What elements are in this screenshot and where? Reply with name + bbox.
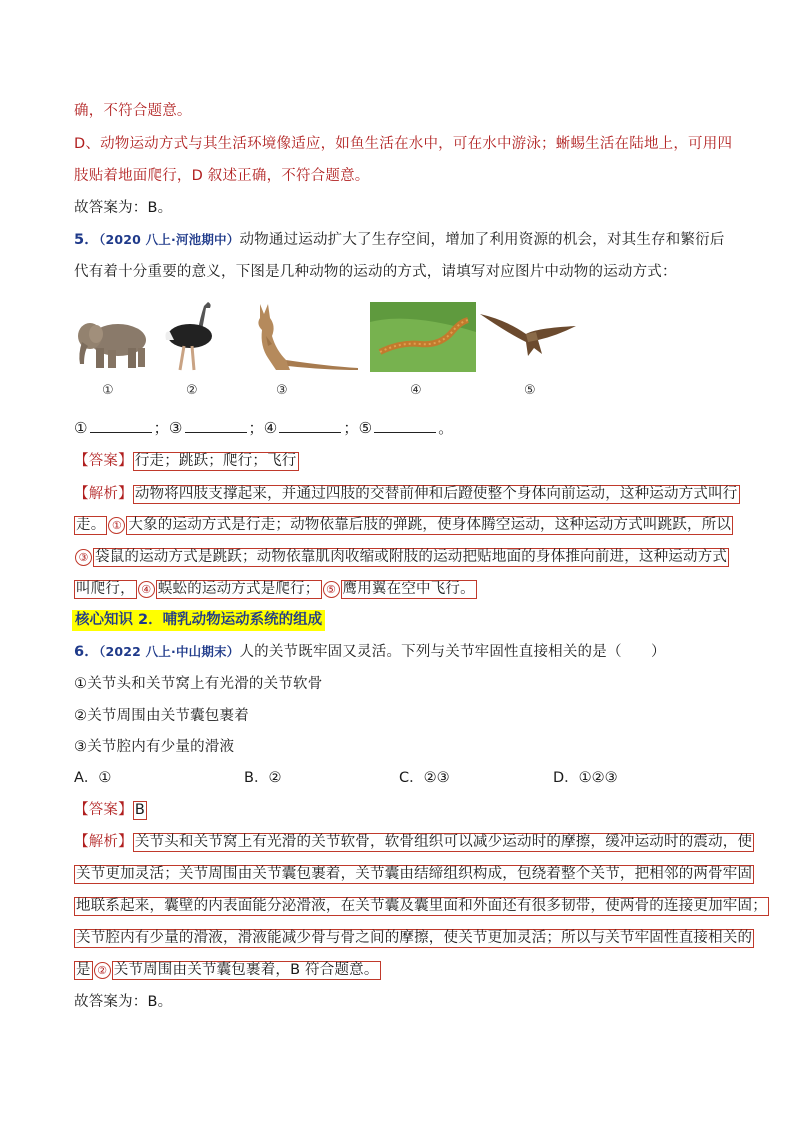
analysis-text: 关节更加灵活；关节周围由关节囊包裹着，关节囊由结缔组织构成，包绕着整个关节，把相邻的两骨牢固 bbox=[76, 866, 753, 882]
question-number: 5． bbox=[74, 232, 99, 248]
answer-text: B bbox=[134, 802, 145, 818]
analysis-line bbox=[74, 832, 754, 852]
answer-tag: 【答案】 bbox=[74, 802, 133, 818]
figure-caption: ④ bbox=[410, 383, 422, 398]
question-5-line1 bbox=[74, 230, 725, 250]
answer-line bbox=[74, 451, 299, 471]
analysis-text: 动物将四肢支撑起来，并通过四肢的交替前伸和后蹬使整个身体向前运动，这种运动方式叫行 bbox=[134, 486, 738, 502]
analysis-line bbox=[74, 484, 740, 504]
circled-number: ④ bbox=[138, 581, 155, 598]
blank-field[interactable] bbox=[374, 420, 436, 433]
question-6-line bbox=[74, 642, 666, 662]
circled-number: ② bbox=[94, 962, 111, 979]
text-line: 故答案为：B。 bbox=[74, 200, 173, 216]
centipede-image bbox=[370, 302, 476, 372]
text-line: 故答案为：B。 bbox=[74, 994, 173, 1010]
analysis-text: 走。 bbox=[76, 517, 106, 533]
statement: ②关节周围由关节囊包裹着 bbox=[74, 708, 249, 724]
eagle-image bbox=[476, 306, 586, 366]
option-d[interactable]: D．①②③ bbox=[553, 770, 618, 786]
circled-number: ⑤ bbox=[323, 581, 340, 598]
blank-label: ；③ bbox=[153, 419, 183, 437]
figure-caption: ⑤ bbox=[524, 383, 536, 398]
figure-caption: ③ bbox=[276, 383, 288, 398]
question-text: 动物通过运动扩大了生存空间，增加了利用资源的机会，对其生存和繁衍后 bbox=[239, 232, 725, 248]
blank-label: ；④ bbox=[248, 419, 278, 437]
analysis-text: 鹰用翼在空中飞行。 bbox=[342, 581, 475, 597]
option-b[interactable]: B．② bbox=[244, 770, 282, 786]
analysis-text: 叫爬行， bbox=[76, 581, 135, 597]
question-source: （2022 八上·中山期末） bbox=[99, 644, 240, 659]
figure-caption: ② bbox=[186, 383, 198, 398]
analysis-line bbox=[74, 928, 754, 948]
analysis-tag: 【解析】 bbox=[74, 834, 133, 850]
option-c[interactable]: C．②③ bbox=[399, 770, 450, 786]
kangaroo-image bbox=[246, 300, 362, 374]
blank-label: ① bbox=[74, 419, 88, 437]
analysis-text: 是 bbox=[76, 962, 91, 978]
analysis-text: 袋鼠的运动方式是跳跃；动物依靠肌肉收缩或附肢的运动把贴地面的身体推向前进，这种运动方式 bbox=[95, 549, 728, 565]
analysis-line bbox=[74, 960, 381, 980]
text-line: 肢贴着地面爬行，D 叙述正确，不符合题意。 bbox=[74, 168, 370, 184]
analysis-text: 蜈蚣的运动方式是爬行； bbox=[157, 581, 320, 597]
analysis-line bbox=[74, 579, 477, 599]
blank-field[interactable] bbox=[185, 420, 247, 433]
blank-label: ；⑤ bbox=[343, 419, 373, 437]
answer-tag: 【答案】 bbox=[74, 453, 133, 469]
answer-line bbox=[74, 800, 147, 820]
option-a[interactable]: A．① bbox=[74, 770, 112, 786]
text-line: 确，不符合题意。 bbox=[74, 103, 192, 119]
analysis-line bbox=[74, 896, 769, 916]
analysis-line bbox=[74, 864, 754, 884]
ostrich-image bbox=[160, 300, 216, 372]
analysis-text: 地联系起来，囊壁的内表面能分泌滑液，在关节囊及囊里面和外面还有很多韧带，使两骨的连接更加牢固； bbox=[76, 898, 767, 914]
section-heading: 核心知识 2．哺乳动物运动系统的组成 bbox=[72, 610, 325, 631]
statement: ③关节腔内有少量的滑液 bbox=[74, 739, 235, 755]
elephant-image bbox=[74, 318, 156, 370]
figure-caption: ① bbox=[102, 383, 114, 398]
text-line: D、动物运动方式与其生活环境像适应，如鱼生活在水中，可在水中游泳；蜥蜴生活在陆地上，可用四 bbox=[74, 136, 733, 152]
analysis-text: 大象的运动方式是行走；动物依靠后肢的弹跳，使身体腾空运动，这种运动方式叫跳跃，所以 bbox=[128, 517, 732, 533]
analysis-line bbox=[74, 547, 729, 567]
circled-number: ① bbox=[108, 517, 125, 534]
analysis-line bbox=[74, 515, 733, 535]
analysis-text: 关节腔内有少量的滑液，滑液能减少骨与骨之间的摩擦，使关节更加灵活；所以与关节牢固性直接相关的 bbox=[76, 930, 753, 946]
fill-blank-line bbox=[74, 418, 453, 438]
question-text: 人的关节既牢固又灵活。下列与关节牢固性直接相关的是（ ） bbox=[239, 644, 666, 660]
statement: ①关节头和关节窝上有光滑的关节软骨 bbox=[74, 676, 323, 692]
question-number: 6． bbox=[74, 644, 99, 660]
circled-number: ③ bbox=[75, 549, 92, 566]
question-text: 代有着十分重要的意义，下图是几种动物的运动的方式，请填写对应图片中动物的运动方式： bbox=[74, 264, 677, 280]
blank-field[interactable] bbox=[279, 420, 341, 433]
question-source: （2020 八上·河池期中） bbox=[99, 232, 240, 247]
blank-field[interactable] bbox=[90, 420, 152, 433]
blank-label: 。 bbox=[438, 419, 454, 437]
analysis-tag: 【解析】 bbox=[74, 486, 133, 502]
analysis-text: 关节周围由关节囊包裹着，B 符合题意。 bbox=[113, 962, 379, 978]
answer-text: 行走；跳跃；爬行；飞行 bbox=[134, 453, 297, 469]
analysis-text: 关节头和关节窝上有光滑的关节软骨，软骨组织可以减少运动时的摩擦，缓冲运动时的震动，使 bbox=[134, 834, 753, 850]
